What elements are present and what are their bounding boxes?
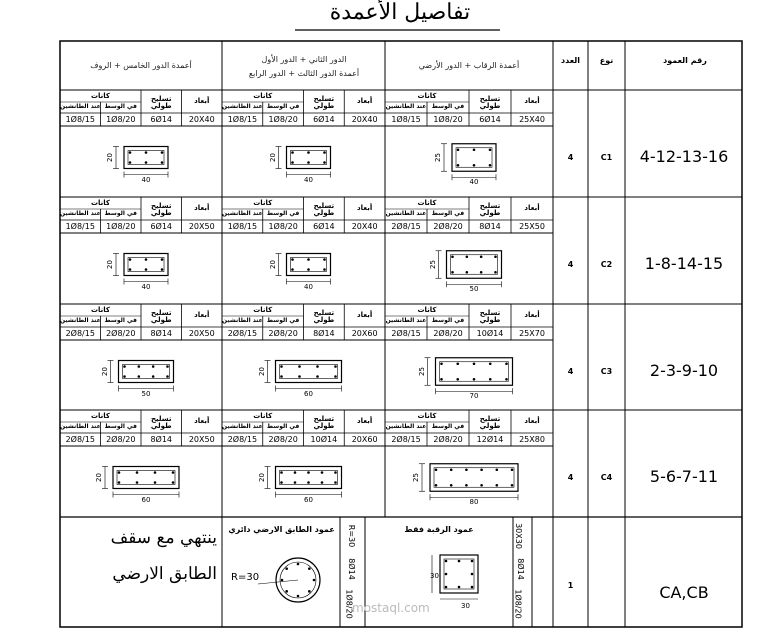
rebar-dot (285, 567, 288, 570)
label-mid: في الوسط (431, 423, 465, 430)
rebar-dot (489, 164, 492, 167)
rebar-dot (291, 151, 294, 154)
rebar-dot (307, 258, 310, 261)
rebar-dot (280, 365, 283, 368)
mid-stirrup: 1Ø8/20 (433, 115, 463, 124)
edge-stirrup: 1Ø8/15 (65, 222, 95, 231)
label-long-steel: تسليح طولي (313, 202, 335, 217)
rebar-dot (465, 484, 468, 487)
rebar-dot (457, 148, 460, 151)
label-mid: في الوسط (266, 317, 300, 324)
page-title: تفاصيل الأعمدة (329, 0, 471, 25)
rebar-dot (450, 484, 453, 487)
rebar-dot (280, 481, 283, 484)
rebar-dot (473, 164, 476, 167)
rebar-dot (334, 365, 337, 368)
rebar-dot (450, 468, 453, 471)
rebar-dot (445, 573, 448, 576)
mid-stirrup: 2Ø8/20 (268, 435, 298, 444)
column-section (436, 251, 502, 288)
rebar-dot (458, 560, 461, 563)
label-long-steel: تسليح طولي (313, 309, 335, 324)
rebar-dot (451, 271, 454, 274)
label-edges: عند الطانشين (222, 317, 263, 324)
long-steel: 6Ø14 (313, 115, 335, 124)
row-count: 4 (567, 260, 574, 270)
caption-neck-only: عمود الرقبة فقط (404, 525, 474, 534)
column-section (425, 358, 513, 395)
rebar-dot (307, 161, 310, 164)
width-label: 60 (304, 389, 313, 398)
rebar-dot (161, 161, 164, 164)
height-label: 25 (411, 472, 420, 482)
rebar-dot (511, 484, 514, 487)
rebar-dot (313, 579, 316, 582)
height-label: 25 (428, 259, 437, 269)
long-steel: 6Ø14 (150, 222, 173, 231)
mid-stirrup: 2Ø8/20 (106, 435, 136, 444)
rebar-dot (316, 375, 319, 378)
height-label: 20 (257, 472, 266, 482)
rebar-dot (118, 481, 121, 484)
rebar-dot (297, 563, 300, 566)
note-line-2: الطابق الارضي (112, 564, 217, 584)
label-long-steel: تسليح طولي (150, 202, 172, 217)
height-label: 20 (100, 366, 109, 376)
rebar-dot (511, 468, 514, 471)
rebar-dot (471, 586, 474, 589)
header-fifth-roof: أعمدة الدور الخامس + الروف (90, 61, 192, 70)
rebar-dot (281, 579, 284, 582)
header-ground-floor: أعمدة الرقاب + الدور الأرضي (418, 61, 520, 70)
label-dims: أبعاد (357, 311, 373, 319)
height-label: 25 (433, 152, 442, 162)
label-long-steel: تسليح طولي (479, 202, 501, 217)
rebar-dot (145, 268, 148, 271)
long-steel: 12Ø14 (476, 435, 504, 444)
rebar-dot (456, 362, 459, 365)
rebar-dot (496, 484, 499, 487)
dims: 25X50 (519, 222, 545, 231)
rebar-dot (298, 365, 301, 368)
rebar-dot (489, 148, 492, 151)
rebar-dot (323, 268, 326, 271)
label-dims: أبعاد (194, 97, 210, 105)
rebar-dot (145, 258, 148, 261)
rebar-dot (505, 362, 508, 365)
mid-stirrup: 1Ø8/20 (106, 115, 136, 124)
sq-dims: 30X30 (513, 523, 523, 549)
long-steel: 8Ø14 (479, 222, 501, 231)
rebar-dot (496, 468, 499, 471)
long-steel: 10Ø14 (476, 329, 504, 338)
rebar-dot (473, 378, 476, 381)
rebar-dot (152, 365, 155, 368)
label-stirrups: كانات (91, 199, 110, 207)
rebar-dot (172, 481, 175, 484)
label-edges: عند الطانشين (60, 103, 101, 110)
label-stirrups: كانات (91, 92, 110, 100)
rebar-dot (297, 595, 300, 598)
edge-stirrup: 1Ø8/15 (227, 115, 258, 124)
width-label: 60 (304, 495, 313, 504)
rebar-dot (456, 378, 459, 381)
label-stirrups: كانات (91, 306, 110, 314)
dims: 20X40 (351, 115, 378, 124)
row-count: 4 (567, 473, 574, 483)
rebar-dot (129, 258, 132, 261)
header-second-first-floor: الدور الثاني + الدور الأول (261, 55, 347, 64)
row-type: C1 (600, 153, 613, 163)
column-section (265, 467, 342, 498)
rebar-dot (505, 378, 508, 381)
label-stirrups: كانات (253, 92, 273, 100)
dims: 25X80 (519, 435, 545, 444)
rebar-dot (280, 375, 283, 378)
mid-stirrup: 2Ø8/20 (433, 435, 463, 444)
label-mid: في الوسط (104, 103, 137, 110)
width-label: 40 (141, 175, 151, 184)
rebar-dot (480, 271, 483, 274)
last-column-numbers: CA,CB (659, 583, 709, 602)
label-dims: أبعاد (194, 417, 210, 425)
rebar-dot (166, 365, 169, 368)
label-edges: عند الطانشين (222, 103, 263, 110)
rebar-dot (138, 365, 141, 368)
rebar-dot (435, 484, 438, 487)
column-section (276, 254, 331, 285)
column-section (102, 467, 179, 498)
edge-stirrup: 1Ø8/15 (391, 115, 421, 124)
last-count: 1 (567, 581, 574, 590)
dims: 20X50 (188, 329, 215, 338)
watermark: mostaql.com (352, 601, 430, 615)
column-section (276, 147, 331, 178)
rebar-dot (435, 468, 438, 471)
rebar-dot (123, 375, 126, 378)
dims: 20X50 (188, 222, 215, 231)
width-label: 60 (141, 495, 151, 504)
rebar-dot (307, 268, 310, 271)
row-type: C2 (600, 260, 613, 270)
rebar-dot (161, 268, 164, 271)
rebar-dot (154, 481, 157, 484)
rebar-dot (129, 151, 132, 154)
label-mid: في الوسط (104, 317, 137, 324)
label-stirrups: كانات (253, 306, 273, 314)
height-label: 20 (268, 259, 277, 269)
label-edges: عند الطانشين (60, 210, 101, 217)
column-section (441, 144, 496, 181)
column-section (108, 361, 174, 392)
long-steel: 6Ø14 (479, 115, 501, 124)
rebar-dot (323, 161, 326, 164)
rebar-dot (136, 471, 139, 474)
label-mid: في الوسط (104, 423, 137, 430)
dims: 25X70 (519, 329, 545, 338)
label-stirrups: كانات (417, 92, 437, 100)
mid-stirrup: 1Ø8/20 (106, 222, 136, 231)
long-steel: 10Ø14 (310, 435, 338, 444)
rebar-dot (334, 375, 337, 378)
rebar-dot (457, 164, 460, 167)
rebar-dot (129, 161, 132, 164)
rebar-dot (465, 468, 468, 471)
radius-label: R=30 (231, 572, 260, 583)
rebar-dot (489, 362, 492, 365)
width-label: 40 (469, 178, 479, 187)
circ-dims: R=30 (347, 524, 357, 548)
mid-stirrup: 2Ø8/20 (268, 329, 298, 338)
rebar-dot (280, 471, 283, 474)
dims: 20X40 (351, 222, 378, 231)
label-mid: في الوسط (266, 423, 300, 430)
rebar-dot (308, 590, 311, 593)
height-label: 20 (105, 259, 114, 269)
label-long-steel: تسليح طولي (150, 309, 172, 324)
header-column-no: رقم العمود (663, 56, 707, 65)
rebar-dot (471, 560, 474, 563)
dims: 20X40 (188, 115, 215, 124)
rebar-dot (494, 271, 497, 274)
rebar-dot (294, 471, 297, 474)
rebar-dot (307, 471, 310, 474)
circ-long: 8Ø14 (346, 558, 356, 580)
rebar-dot (471, 573, 474, 576)
rebar-dot (321, 481, 324, 484)
label-stirrups: كانات (253, 412, 273, 420)
width-label: 40 (304, 282, 313, 291)
sq-h-label: 30 (430, 572, 439, 580)
edge-stirrup: 1Ø8/15 (227, 222, 258, 231)
edge-stirrup: 2Ø8/15 (227, 329, 258, 338)
column-section (113, 254, 168, 285)
row-column-numbers: 1-8-14-15 (644, 253, 724, 273)
rebar-dot (152, 375, 155, 378)
label-edges: عند الطانشين (222, 210, 263, 217)
rebar-dot (440, 362, 443, 365)
rebar-dot (161, 258, 164, 261)
height-label: 20 (268, 152, 277, 162)
mid-stirrup: 2Ø8/20 (433, 329, 463, 338)
label-dims: أبعاد (524, 97, 540, 105)
label-edges: عند الطانشين (222, 423, 263, 430)
dims: 25X40 (519, 115, 545, 124)
edge-stirrup: 2Ø8/15 (391, 435, 421, 444)
row-type: C4 (600, 473, 613, 483)
height-label: 25 (417, 366, 426, 376)
rebar-dot (445, 586, 448, 589)
width-label: 40 (141, 282, 151, 291)
header-third-fourth-floor: أعمدة الدور الثالث + الدور الرابع (248, 69, 360, 78)
rebar-dot (307, 151, 310, 154)
label-stirrups: كانات (417, 199, 437, 207)
rebar-dot (480, 484, 483, 487)
rebar-dot (307, 481, 310, 484)
width-label: 50 (469, 285, 479, 294)
edge-stirrup: 2Ø8/15 (391, 329, 421, 338)
label-dims: أبعاد (524, 204, 540, 212)
rebar-dot (321, 471, 324, 474)
label-dims: أبعاد (357, 417, 373, 425)
rebar-dot (473, 362, 476, 365)
label-long-steel: تسليح طولي (313, 415, 335, 430)
dims: 20X60 (351, 435, 378, 444)
rebar-dot (466, 255, 469, 258)
label-edges: عند الطانشين (385, 103, 427, 110)
long-steel: 6Ø14 (150, 115, 173, 124)
mid-stirrup: 1Ø8/20 (268, 222, 298, 231)
rebar-dot (136, 481, 139, 484)
rebar-dot (473, 148, 476, 151)
rebar-dot (466, 271, 469, 274)
width-label: 50 (141, 389, 151, 398)
rebar-dot (334, 481, 337, 484)
rebar-dot (334, 471, 337, 474)
rebar-dot (285, 590, 288, 593)
rebar-dot (323, 258, 326, 261)
label-edges: عند الطانشين (60, 317, 101, 324)
width-label: 70 (469, 392, 479, 401)
rebar-dot (451, 255, 454, 258)
label-dims: أبعاد (524, 417, 540, 425)
column-section (419, 464, 518, 501)
circ-stirrup: 1Ø8/20 (344, 589, 354, 619)
label-dims: أبعاد (357, 97, 373, 105)
long-steel: 8Ø14 (313, 329, 335, 338)
width-label: 40 (304, 175, 313, 184)
dims: 20X50 (188, 435, 215, 444)
rebar-dot (480, 468, 483, 471)
rebar-dot (145, 151, 148, 154)
header-count: العدد (561, 56, 580, 65)
mid-stirrup: 1Ø8/20 (268, 115, 298, 124)
sq-w-label: 30 (461, 602, 470, 610)
rebar-dot (458, 586, 461, 589)
label-mid: في الوسط (431, 103, 465, 110)
long-steel: 6Ø14 (313, 222, 335, 231)
rebar-dot (480, 255, 483, 258)
sq-long: 8Ø14 (515, 558, 525, 580)
rebar-dot (291, 258, 294, 261)
row-column-numbers: 4-12-13-16 (639, 146, 729, 166)
label-stirrups: كانات (417, 306, 437, 314)
rebar-dot (445, 560, 448, 563)
long-steel: 8Ø14 (150, 435, 173, 444)
label-dims: أبعاد (524, 311, 540, 319)
mid-stirrup: 2Ø8/20 (433, 222, 463, 231)
column-section (113, 147, 168, 178)
label-long-steel: تسليح طولي (150, 415, 172, 430)
mid-stirrup: 2Ø8/20 (106, 329, 136, 338)
label-stirrups: كانات (417, 412, 437, 420)
rebar-dot (138, 375, 141, 378)
edge-stirrup: 2Ø8/15 (65, 329, 95, 338)
column-section (265, 361, 342, 392)
label-mid: في الوسط (266, 103, 300, 110)
dims: 20X60 (351, 329, 378, 338)
rebar-dot (118, 471, 121, 474)
label-stirrups: كانات (91, 412, 110, 420)
label-long-steel: تسليح طولي (479, 309, 501, 324)
row-column-numbers: 2-3-9-10 (649, 360, 719, 380)
rebar-dot (154, 471, 157, 474)
rebar-dot (316, 365, 319, 368)
sq-stirrup: 1Ø8/20 (513, 589, 523, 619)
width-label: 80 (469, 498, 479, 507)
rebar-dot (440, 378, 443, 381)
label-dims: أبعاد (194, 311, 210, 319)
height-label: 20 (105, 152, 114, 162)
edge-stirrup: 1Ø8/15 (65, 115, 95, 124)
row-column-numbers: 5-6-7-11 (649, 466, 719, 486)
edge-stirrup: 2Ø8/15 (391, 222, 421, 231)
label-dims: أبعاد (194, 204, 210, 212)
label-mid: في الوسط (266, 210, 300, 217)
label-long-steel: تسليح طولي (479, 95, 501, 110)
long-steel: 8Ø14 (150, 329, 173, 338)
label-edges: عند الطانشين (385, 317, 427, 324)
label-long-steel: تسليح طولي (313, 95, 335, 110)
label-edges: عند الطانشين (385, 210, 427, 217)
row-count: 4 (567, 367, 574, 377)
rebar-dot (145, 161, 148, 164)
rebar-dot (291, 161, 294, 164)
edge-stirrup: 2Ø8/15 (65, 435, 95, 444)
label-mid: في الوسط (431, 210, 465, 217)
label-long-steel: تسليح طولي (150, 95, 172, 110)
caption-ground-circular: عمود الطابق الارضي دائري (228, 525, 335, 534)
rebar-dot (298, 375, 301, 378)
row-count: 4 (567, 153, 574, 163)
label-mid: في الوسط (104, 210, 137, 217)
rebar-dot (172, 471, 175, 474)
rebar-dot (489, 378, 492, 381)
height-label: 20 (94, 472, 103, 482)
rebar-dot (323, 151, 326, 154)
label-stirrups: كانات (253, 199, 273, 207)
rebar-dot (161, 151, 164, 154)
rebar-dot (166, 375, 169, 378)
note-line-1: ينتهي مع سقف (110, 528, 217, 548)
edge-stirrup: 2Ø8/15 (227, 435, 258, 444)
row-type: C3 (600, 367, 613, 377)
rebar-dot (294, 481, 297, 484)
label-long-steel: تسليح طولي (479, 415, 501, 430)
rebar-dot (308, 567, 311, 570)
rebar-dot (129, 268, 132, 271)
label-edges: عند الطانشين (60, 423, 101, 430)
label-dims: أبعاد (357, 204, 373, 212)
rebar-dot (123, 365, 126, 368)
rebar-dot (494, 255, 497, 258)
label-edges: عند الطانشين (385, 423, 427, 430)
header-type: نوع (599, 56, 614, 65)
rebar-dot (291, 268, 294, 271)
label-mid: في الوسط (431, 317, 465, 324)
height-label: 20 (257, 366, 266, 376)
